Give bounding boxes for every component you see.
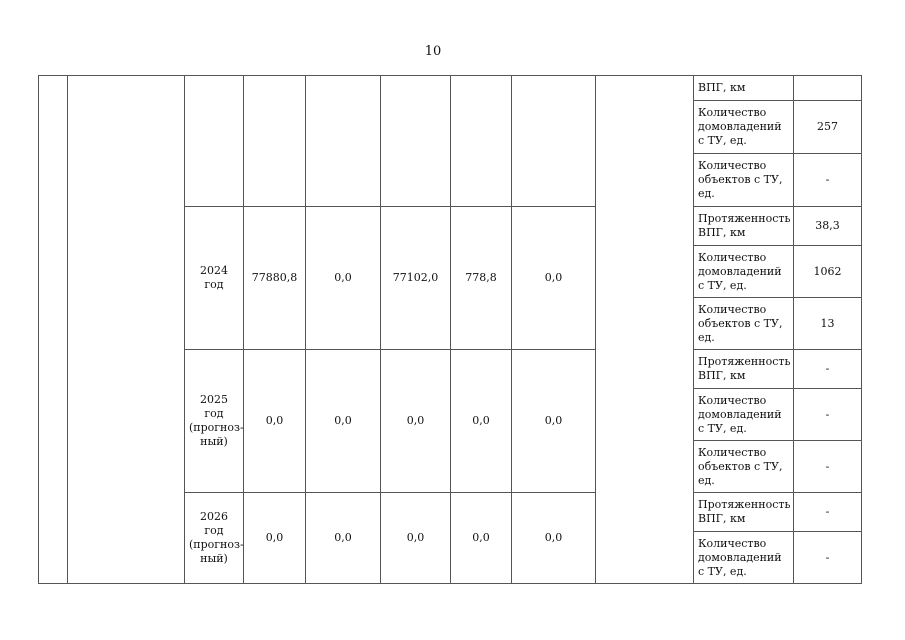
indicator-value-cell xyxy=(794,350,862,389)
regional-value: 0,0 xyxy=(406,531,425,544)
indicator-value: - xyxy=(825,173,830,186)
number-cell xyxy=(39,76,68,584)
regional-cell xyxy=(381,76,451,207)
year-label: 2024 год xyxy=(200,264,228,291)
local-cell xyxy=(451,350,512,493)
indicator-value-cell xyxy=(794,207,862,246)
year-label: (прогноз- xyxy=(189,421,244,434)
year-label: 2025 год xyxy=(200,393,228,420)
local-value: 0,0 xyxy=(472,531,490,544)
regional-value: 0,0 xyxy=(406,414,425,427)
indicator-value-cell xyxy=(794,76,862,101)
other-cell xyxy=(512,493,596,584)
indicator-value-cell xyxy=(794,101,862,154)
indicator-value: - xyxy=(825,550,830,564)
regional-cell xyxy=(381,207,451,350)
federal-cell xyxy=(306,207,381,350)
indicator-label: домовладений xyxy=(698,550,782,564)
indicator-label: Протяженность xyxy=(698,212,791,225)
table-row xyxy=(39,76,862,101)
table-body xyxy=(39,76,862,584)
indicator-label: Количество xyxy=(698,250,767,264)
indicator-name-cell xyxy=(694,493,794,532)
indicator-value-cell xyxy=(794,246,862,298)
indicator-label: ед. xyxy=(698,187,715,200)
other-value: 0,0 xyxy=(544,414,563,427)
other-value: 0,0 xyxy=(544,531,563,544)
other-cell xyxy=(512,350,596,493)
indicator-value-cell xyxy=(794,532,862,584)
indicator-label: с ТУ, ед. xyxy=(698,278,747,292)
other-cell xyxy=(512,76,596,207)
local-cell xyxy=(451,207,512,350)
indicator-value: 38,3 xyxy=(815,219,840,232)
local-value: 0,0 xyxy=(472,414,490,427)
indicator-value-cell xyxy=(794,493,862,532)
federal-cell xyxy=(306,76,381,207)
indicator-value: 257 xyxy=(817,120,838,133)
indicator-value-cell xyxy=(794,441,862,493)
indicator-label: объектов с ТУ, xyxy=(698,173,783,186)
indicator-value: 1062 xyxy=(813,264,842,278)
indicator-label: ед. xyxy=(698,330,715,344)
indicator-label: Протяженность xyxy=(698,498,791,511)
indicator-label: Количество xyxy=(698,445,767,459)
total-value: 77880,8 xyxy=(251,271,298,284)
measure-name-cell xyxy=(68,76,185,584)
local-cell xyxy=(451,76,512,207)
total-cell xyxy=(244,76,306,207)
indicator-label: Протяженность xyxy=(698,355,791,368)
indicator-label: ВПГ, км xyxy=(698,81,746,94)
federal-value: 0,0 xyxy=(334,414,352,427)
indicator-label: с ТУ, ед. xyxy=(698,134,747,147)
federal-value: 0,0 xyxy=(334,271,352,284)
indicator-label: ВПГ, км xyxy=(698,369,746,382)
indicator-value: - xyxy=(825,505,830,518)
other-cell xyxy=(512,207,596,350)
indicator-label: объектов с ТУ, xyxy=(698,316,783,330)
year-cell xyxy=(185,207,244,350)
indicator-label: объектов с ТУ, xyxy=(698,459,783,473)
indicator-label: Количество xyxy=(698,536,767,550)
total-cell xyxy=(244,493,306,584)
indicator-value-cell xyxy=(794,154,862,207)
indicator-name-cell xyxy=(694,441,794,493)
indicator-value: - xyxy=(825,459,830,473)
executor-cell xyxy=(596,76,694,584)
indicator-label: Количество xyxy=(698,393,767,407)
indicator-name-cell xyxy=(694,298,794,350)
indicator-label: домовладений xyxy=(698,407,782,421)
indicator-label: ед. xyxy=(698,473,715,487)
indicator-name-cell xyxy=(694,101,794,154)
indicator-name-cell xyxy=(694,207,794,246)
year-cell xyxy=(185,493,244,584)
regional-value: 77102,0 xyxy=(392,271,439,284)
indicator-label: ВПГ, км xyxy=(698,226,746,239)
year-cell xyxy=(185,350,244,493)
federal-cell xyxy=(306,493,381,584)
indicator-value: - xyxy=(825,362,830,375)
other-value: 0,0 xyxy=(544,271,563,284)
year-label: 2026 год xyxy=(200,510,228,537)
indicator-value-cell xyxy=(794,298,862,350)
indicator-name-cell xyxy=(694,154,794,207)
indicator-label: домовладений xyxy=(698,120,782,133)
indicator-value-cell xyxy=(794,389,862,441)
page-number: 10 xyxy=(424,44,442,59)
year-label: ный) xyxy=(200,552,228,565)
regional-cell xyxy=(381,350,451,493)
indicator-name-cell xyxy=(694,350,794,389)
indicator-label: Количество xyxy=(698,159,767,172)
indicator-name-cell xyxy=(694,532,794,584)
year-label: ный) xyxy=(200,435,228,448)
total-cell xyxy=(244,207,306,350)
indicator-name-cell xyxy=(694,76,794,101)
total-cell xyxy=(244,350,306,493)
local-cell xyxy=(451,493,512,584)
local-value: 778,8 xyxy=(465,271,497,284)
indicator-value: 13 xyxy=(820,316,835,330)
indicator-label: домовладений xyxy=(698,264,782,278)
federal-value: 0,0 xyxy=(334,531,352,544)
year-cell xyxy=(185,76,244,207)
total-value: 0,0 xyxy=(265,414,284,427)
year-label: (прогноз- xyxy=(189,538,244,551)
indicator-label: с ТУ, ед. xyxy=(698,421,747,435)
indicator-label: Количество xyxy=(698,302,767,316)
indicator-name-cell xyxy=(694,389,794,441)
indicator-label: ВПГ, км xyxy=(698,512,746,525)
total-value: 0,0 xyxy=(265,531,284,544)
regional-cell xyxy=(381,493,451,584)
indicator-name-cell xyxy=(694,246,794,298)
funding-table xyxy=(38,75,862,584)
indicator-label: Количество xyxy=(698,106,767,119)
federal-cell xyxy=(306,350,381,493)
indicator-label: с ТУ, ед. xyxy=(698,564,747,578)
indicator-value: - xyxy=(825,407,830,421)
